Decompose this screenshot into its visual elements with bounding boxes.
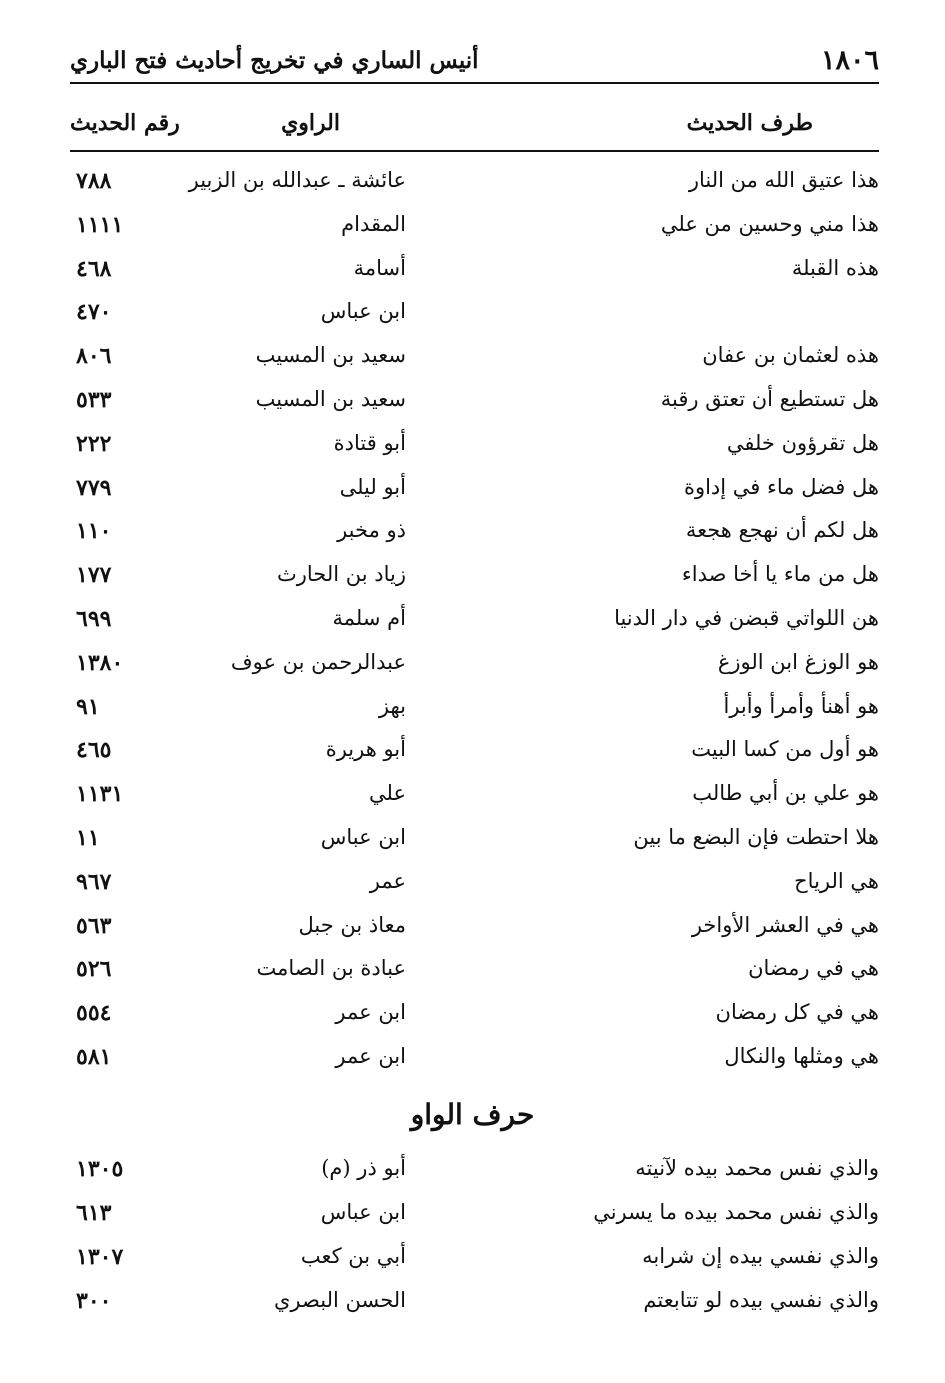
table-row: [0, 777, 945, 817]
hadith-tarf: هذا عتيق الله من النار: [688, 168, 879, 192]
hadith-tarf: هل تقرؤون خلفي: [726, 430, 879, 455]
hadith-number: ١١١١: [76, 211, 124, 238]
hadith-number: ٩٦٧: [76, 868, 112, 895]
section-heading: حرف الواو: [410, 1098, 535, 1131]
hadith-tarf: هي ومثلها والنكال: [724, 1044, 879, 1068]
hadith-rawi: سعيد بن المسيب: [255, 387, 406, 411]
hadith-number: ٣٠٠: [76, 1288, 112, 1314]
table-row: [0, 164, 945, 204]
hadith-number: ٤٦٥: [76, 737, 112, 764]
hadith-tarf: هو الوزغ ابن الوزغ: [717, 649, 879, 674]
hadith-tarf: والذي نفس محمد بيده لآنيته: [635, 1156, 879, 1180]
table-row: [0, 690, 945, 730]
hadith-rawi: أبي بن كعب: [300, 1244, 406, 1268]
table-row: [0, 646, 945, 686]
hadith-number: ٥٥٤: [76, 1000, 112, 1027]
hadith-number: ٦١٣: [76, 1200, 112, 1226]
table-row: [0, 909, 945, 949]
hadith-number: ٢٢٢: [76, 430, 112, 457]
column-header-number: رقم الحديث: [70, 110, 180, 136]
hadith-number: ٧٨٨: [76, 168, 112, 194]
hadith-rawi: أبو ذر (م): [321, 1156, 406, 1180]
table-row: [0, 996, 945, 1036]
hadith-rawi: بهز: [378, 693, 406, 718]
hadith-rawi: أبو قتادة: [333, 430, 406, 455]
hadith-tarf: هو أول من كسا البيت: [691, 737, 879, 762]
hadith-number: ٥٢٦: [76, 956, 112, 983]
hadith-tarf: هلا احتطت فإن البضع ما بين: [633, 825, 879, 849]
hadith-rawi: معاذ بن جبل: [298, 912, 406, 937]
table-row: [0, 252, 945, 292]
hadith-rawi: ابن عباس: [320, 825, 406, 849]
hadith-number: ٧٧٩: [76, 474, 112, 501]
table-row: [0, 1196, 945, 1236]
hadith-number: ١٣٠٥: [76, 1156, 124, 1182]
table-row: [0, 1040, 945, 1080]
hadith-number: ١١٣١: [76, 781, 124, 808]
hadith-tarf: هل تستطيع أن تعتق رقبة: [660, 387, 879, 411]
hadith-rawi: أسامة: [353, 255, 406, 280]
hadith-rawi: أم سلمة: [332, 606, 406, 630]
table-row: [0, 865, 945, 905]
table-row: [0, 471, 945, 511]
hadith-rawi: ابن عمر: [335, 1044, 406, 1068]
table-row: [0, 821, 945, 861]
hadith-number: ١٣٨٠: [76, 649, 124, 676]
hadith-rawi: علي: [369, 781, 406, 806]
hadith-tarf: والذي نفس محمد بيده ما يسرني: [593, 1200, 879, 1224]
hadith-rawi: زياد بن الحارث: [276, 562, 406, 587]
hadith-tarf: هذا مني وحسين من علي: [660, 211, 879, 236]
hadith-rawi: ذو مخبر: [337, 518, 406, 543]
hadith-rawi: عبادة بن الصامت: [256, 956, 406, 981]
hadith-number: ٥٨١: [76, 1044, 112, 1070]
table-row: [0, 1284, 945, 1324]
table-row: [0, 733, 945, 773]
hadith-number: ٩١: [76, 693, 100, 720]
hadith-number: ٤٧٠: [76, 299, 112, 326]
hadith-rawi: ابن عباس: [320, 299, 406, 324]
hadith-tarf: والذي نفسي بيده لو تتابعتم: [643, 1288, 879, 1312]
hadith-number: ١٧٧: [76, 562, 112, 589]
hadith-number: ٤٦٨: [76, 255, 112, 282]
hadith-tarf: هن اللواتي قبضن في دار الدنيا: [614, 606, 879, 630]
hadith-number: ٥٦٣: [76, 912, 112, 939]
hadith-rawi: ابن عباس: [320, 1200, 406, 1224]
table-row: [0, 427, 945, 467]
hadith-tarf: هل من ماء يا أخا صداء: [681, 562, 879, 587]
table-row: [0, 514, 945, 554]
table-row: [0, 295, 945, 335]
hadith-rawi: سعيد بن المسيب: [255, 343, 406, 368]
hadith-tarf: هو علي بن أبي طالب: [692, 781, 879, 806]
hadith-tarf: هو أهنأ وأمرأ وأبرأ: [723, 693, 879, 718]
table-row: [0, 383, 945, 423]
column-header-tarf: طرف الحديث: [686, 110, 813, 136]
hadith-tarf: والذي نفسي بيده إن شرابه: [642, 1244, 879, 1268]
table-row: [0, 339, 945, 379]
hadith-tarf: هي الرياح: [794, 868, 879, 893]
hadith-tarf: هل فضل ماء في إداوة: [683, 474, 879, 499]
hadith-number: ١١٠: [76, 518, 112, 545]
hadith-tarf: هي في العشر الأواخر: [691, 912, 879, 937]
hadith-number: ٦٩٩: [76, 606, 112, 632]
table-row: [0, 602, 945, 642]
table-row: [0, 952, 945, 992]
hadith-number: ١٣٠٧: [76, 1244, 124, 1270]
hadith-rawi: الحسن البصري: [274, 1288, 406, 1312]
hadith-rawi: عمر: [369, 868, 406, 893]
table-row: [0, 208, 945, 248]
hadith-rawi: أبو هريرة: [325, 737, 406, 762]
hadith-tarf: هي في رمضان: [748, 956, 879, 981]
hadith-tarf: هي في كل رمضان: [715, 1000, 879, 1025]
book-title: أنيس الساري في تخريج أحاديث فتح الباري: [70, 46, 479, 74]
hadith-rawi: ابن عمر: [335, 1000, 406, 1025]
hadith-rawi: أبو ليلى: [339, 474, 406, 499]
hadith-tarf: هذه لعثمان بن عفان: [702, 343, 879, 368]
hadith-number: ٨٠٦: [76, 343, 112, 370]
hadith-number: ١١: [76, 825, 100, 851]
hadith-rawi: عائشة ـ عبدالله بن الزبير: [188, 168, 406, 192]
page-number: ١٨٠٦: [820, 44, 879, 76]
column-header-rawi: الراوي: [281, 110, 340, 136]
table-row: [0, 558, 945, 598]
hadith-number: ٥٣٣: [76, 387, 112, 413]
hadith-tarf: هل لكم أن نهجع هجعة: [685, 518, 879, 543]
table-row: [0, 1152, 945, 1192]
hadith-rawi: عبدالرحمن بن عوف: [230, 649, 406, 674]
table-row: [0, 1240, 945, 1280]
hadith-rawi: المقدام: [341, 211, 406, 236]
hadith-tarf: هذه القبلة: [791, 255, 879, 280]
